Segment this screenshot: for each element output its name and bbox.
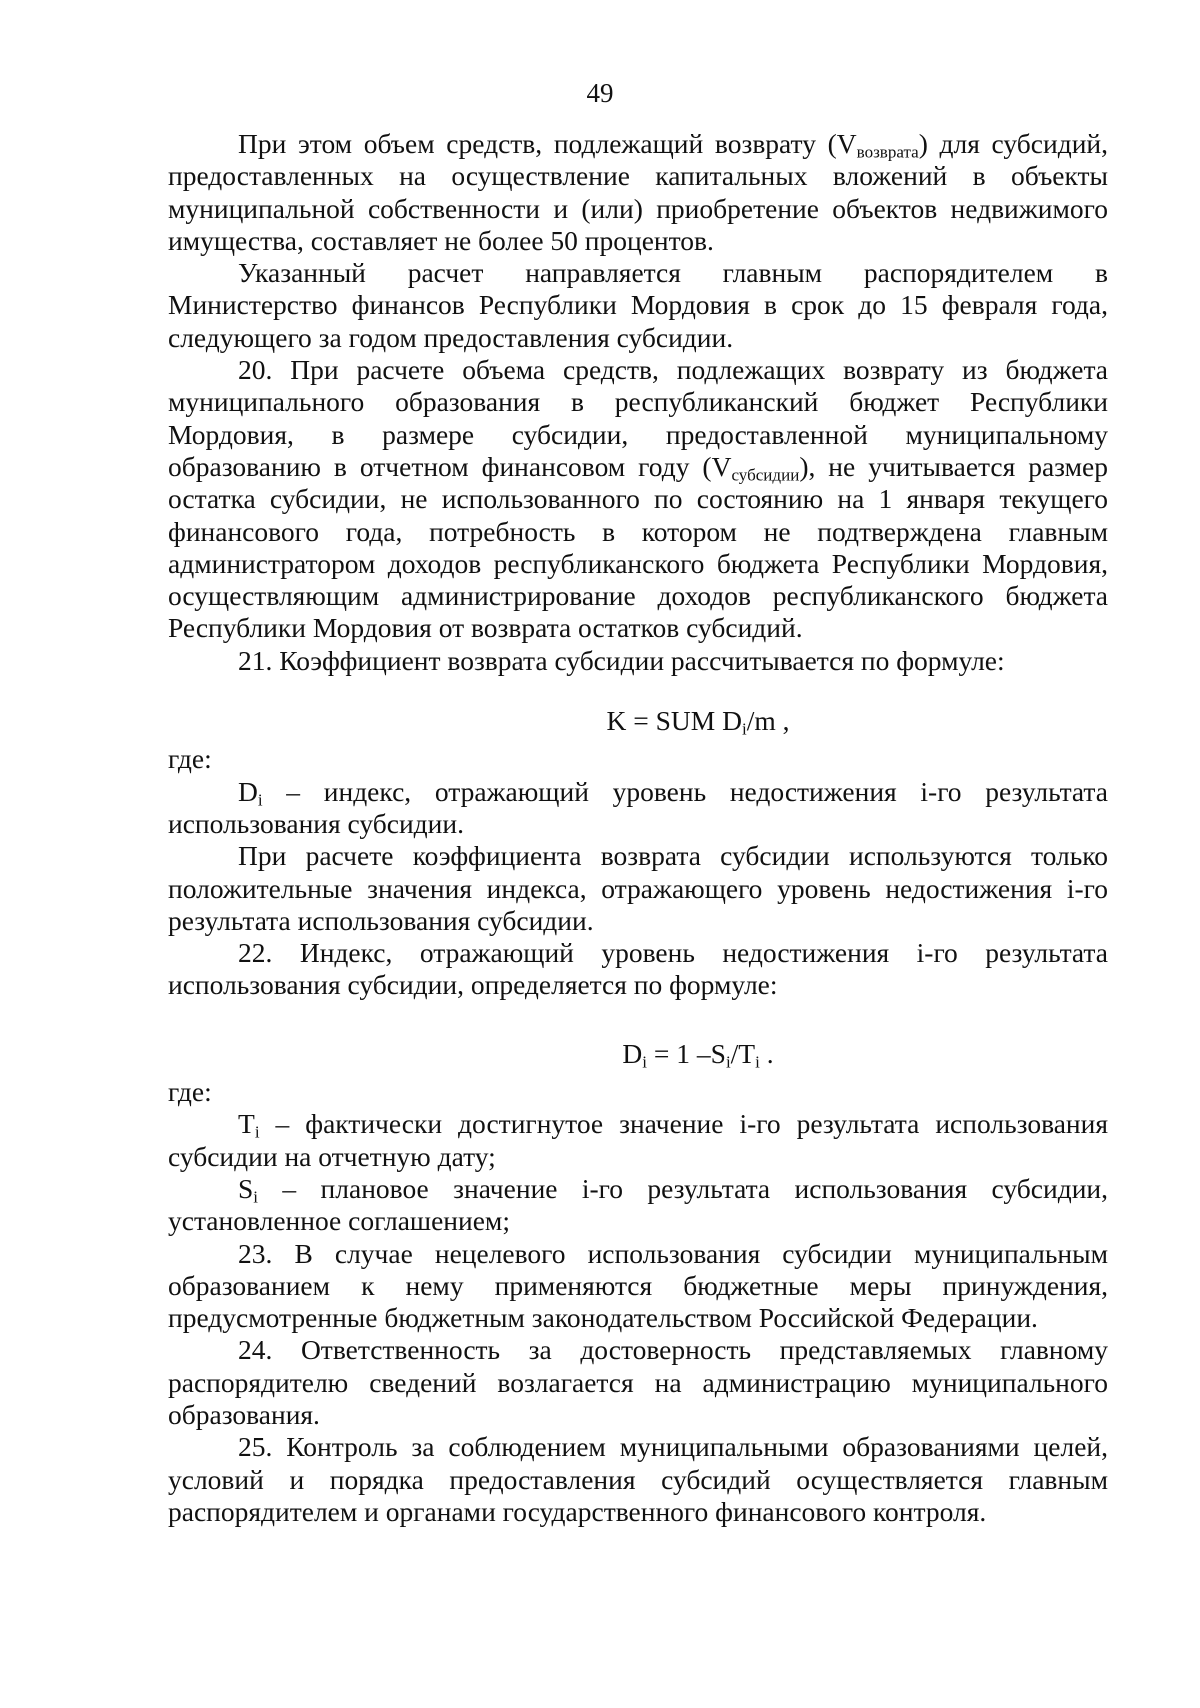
subscript: i xyxy=(642,1051,647,1071)
paragraph-text: ), не учитывается размер остатка субсидии, не использованного по состоянию на 1 января текущего финансового года, потребность в котором не подтверждена главным администратором доходов республиканского бюджета Республики Мордовия, осуществляющим администрирование доходов республиканского бюджета Республики Мордовия от возврата остатков субсидий. xyxy=(168,450,1108,644)
formula-text: . xyxy=(759,1037,774,1069)
paragraph-positive-values: При расчете коэффициента возврата субсидии используются только положительные значения индекса, отражающего уровень недостижения i-го результата использования субсидии. xyxy=(168,840,1108,936)
paragraph-text: – плановое значение i-го результата использования субсидии, установленное соглашением; xyxy=(168,1172,1108,1237)
subscript: i xyxy=(257,789,263,809)
paragraph-text: D xyxy=(238,775,258,807)
paragraph-item-25: 25. Контроль за соблюдением муниципальными образованиями целей, условий и порядка предоставления субсидий осуществляется главным распорядителем и органами государственного финансового контроля. xyxy=(168,1431,1108,1527)
paragraph-item-20 xyxy=(168,354,1108,645)
subscript: i xyxy=(755,1051,760,1071)
formula-index xyxy=(168,1038,1108,1070)
paragraph-text: 20. При расчете объема средств, подлежащих возврату из бюджета муниципального образования в республиканский бюджет Республики Мордовия, в размере субсидии, предоставленной муниципальному образованию в отчетном финансовом году (V xyxy=(168,354,1108,482)
where-label: где: xyxy=(168,1076,212,1108)
paragraph-item-21: 21. Коэффициент возврата субсидии рассчитывается по формуле: xyxy=(238,644,1005,676)
paragraph-item-23: 23. В случае нецелевого использования субсидии муниципальным образованием к нему применяются бюджетные меры принуждения, предусмотренные бюджетным законодательством Российской Федерации. xyxy=(168,1237,1108,1334)
subscript: i xyxy=(253,1187,259,1207)
document-body xyxy=(168,128,1108,1528)
paragraph-index-definition xyxy=(168,776,1108,841)
paragraph-item-24: 24. Ответственность за достоверность представляемых главному распорядителю сведений возлагается на администрацию муниципального образования. xyxy=(168,1334,1108,1430)
paragraph-text: – фактически достигнутое значение i-го результата использования субсидии на отчетную дату; xyxy=(168,1108,1108,1172)
paragraph-text: T xyxy=(238,1108,255,1140)
paragraph-si-definition xyxy=(168,1173,1108,1238)
paragraph-item-22: 22. Индекс, отражающий уровень недостижения i-го результата использования субсидии, определяется по формуле: xyxy=(168,937,1108,1001)
paragraph-calculation-sent: Указанный расчет направляется главным распорядителем в Министерство финансов Республики Мордовия в срок до 15 февраля года, следующего за годом предоставления субсидии. xyxy=(168,257,1108,353)
paragraph-ti-definition xyxy=(168,1108,1108,1173)
subscript: i xyxy=(741,719,747,739)
subscript: i xyxy=(254,1122,260,1142)
formula-text: K = SUM D xyxy=(606,705,742,737)
subscript: субсидии xyxy=(731,465,800,485)
paragraph-return-volume xyxy=(168,128,1108,257)
paragraph-text: – индекс, отражающий уровень недостижения i-го результата использования субсидии. xyxy=(168,775,1108,839)
formula-text: D xyxy=(622,1037,643,1069)
formula-return-coefficient xyxy=(168,705,1108,737)
formula-text: /m , xyxy=(746,705,790,737)
paragraph-text: ) для субсидий, предоставленных на осуществление капитальных вложений в объекты муниципальной собственности и (или) приобретение объектов недвижимого имущества, составляет не более 50 процентов. xyxy=(168,128,1108,256)
page-number: 49 xyxy=(586,78,614,108)
paragraph-text: При этом объем средств, подлежащий возврату (V xyxy=(238,128,857,159)
paragraph-text: S xyxy=(238,1172,254,1204)
formula-text: /T xyxy=(730,1037,756,1069)
subscript: i xyxy=(725,1051,731,1071)
subscript: возврата xyxy=(856,142,919,162)
where-label: где: xyxy=(168,743,212,775)
formula-text: = 1 –S xyxy=(647,1037,726,1069)
